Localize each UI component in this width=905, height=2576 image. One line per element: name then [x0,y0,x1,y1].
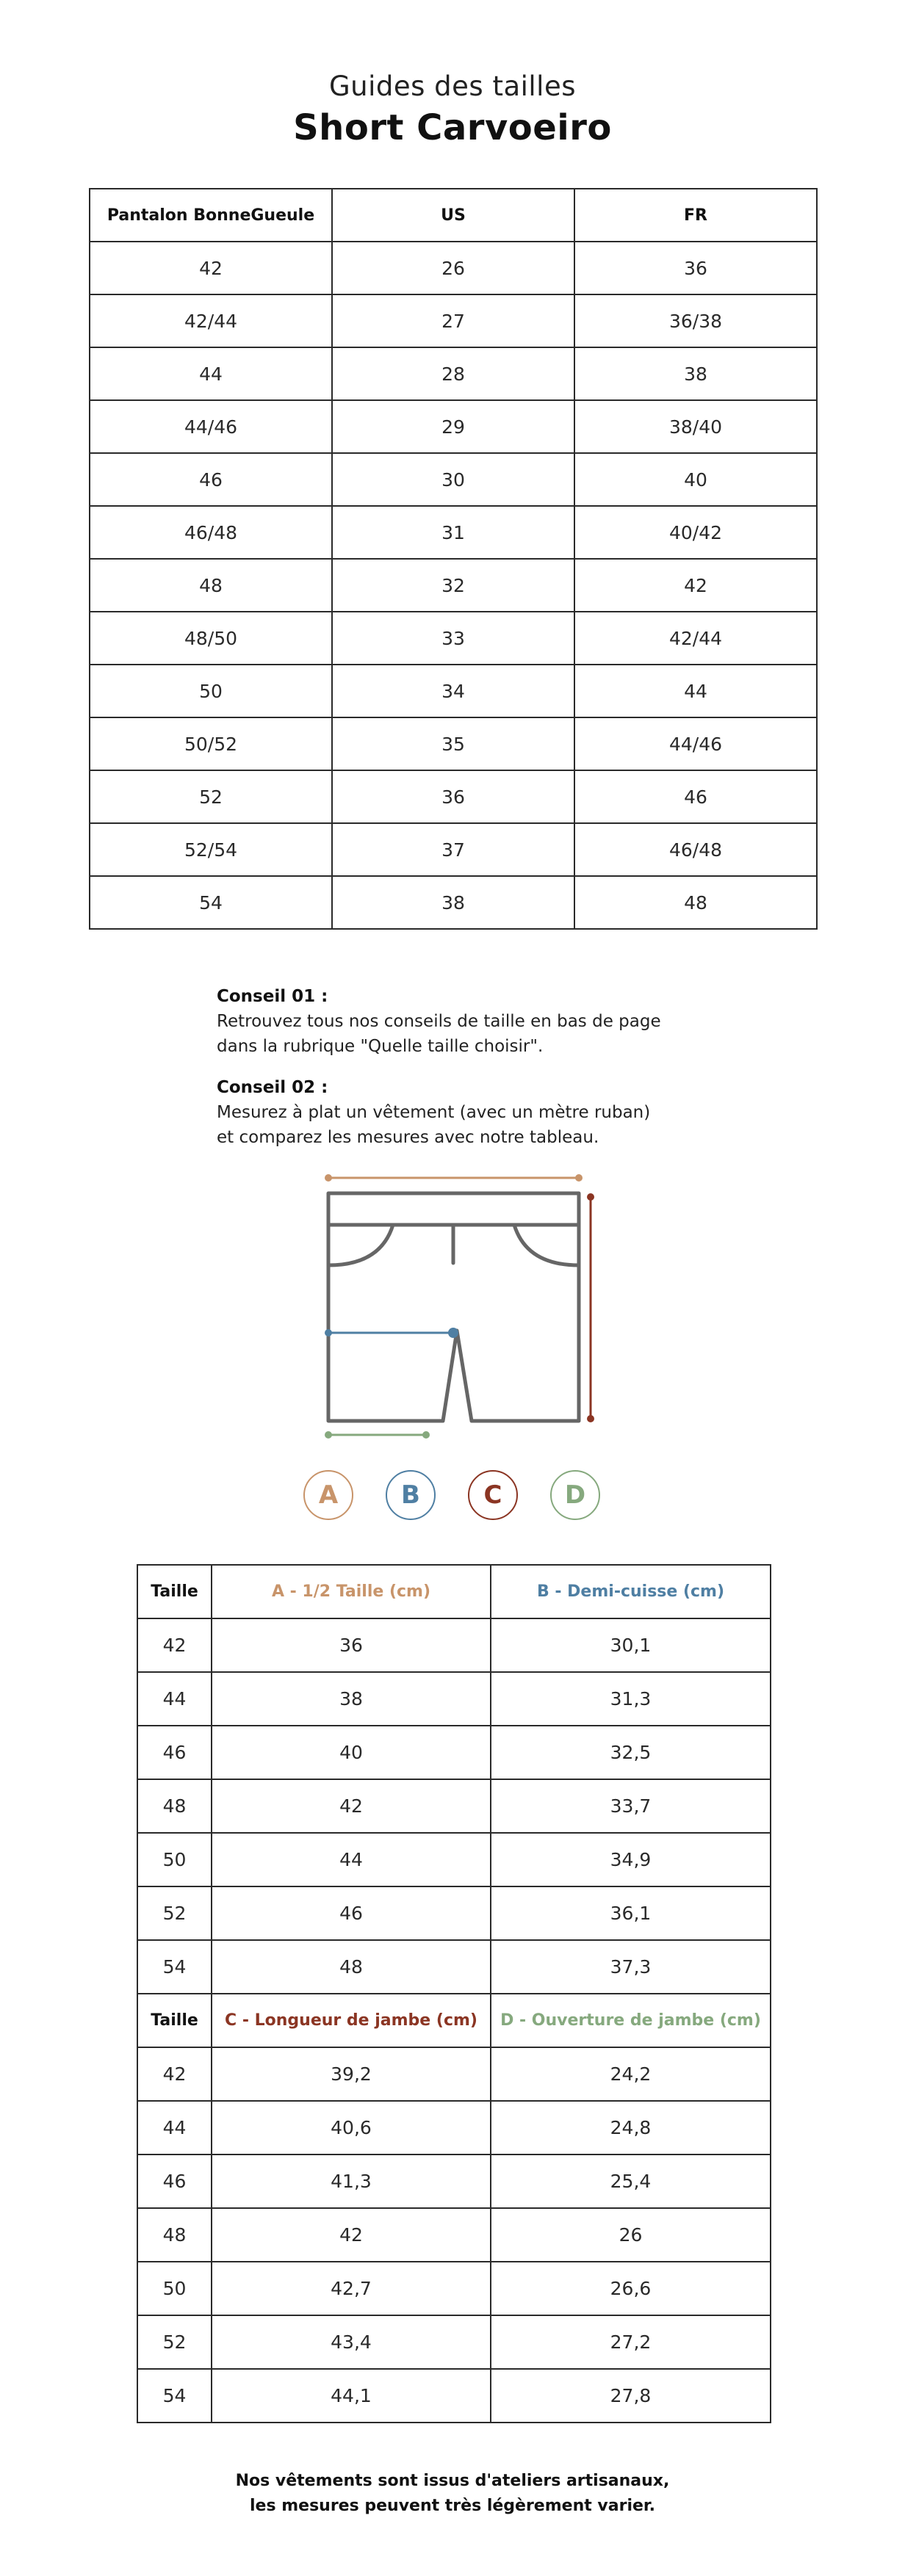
table-row [90,294,817,347]
measurements-table [137,1564,771,2423]
table-cell: 34,9 [491,1833,771,1886]
table-cell: 25,4 [491,2154,771,2208]
table-row [90,506,817,559]
size-conversion-table [89,188,818,930]
table-header-row [137,1565,771,1618]
table-header-row [137,1994,771,2047]
table-row [137,2101,771,2154]
table-cell: 33 [332,612,574,665]
table-cell: 42 [212,1779,491,1833]
size-tips [217,984,731,1166]
table-row [90,770,817,823]
table-cell: 42,7 [212,2262,491,2315]
table-row [137,2369,771,2423]
table-cell: 44/46 [574,717,817,770]
header-cell-size: Taille [137,1994,212,2047]
tip-2 [217,1075,731,1150]
measure-line-a [325,1174,583,1182]
table-cell: 32,5 [491,1726,771,1779]
table-cell: 44 [137,2101,212,2154]
table-cell: 39,2 [212,2047,491,2101]
table-cell: 36 [332,770,574,823]
table-cell: 37 [332,823,574,876]
table-cell: 36/38 [574,294,817,347]
footer-line: Nos vêtements sont issus d'ateliers artisanaux, [235,2472,670,2490]
table-cell: 46 [574,770,817,823]
table-cell: 26,6 [491,2262,771,2315]
legend-letter-b: B [386,1470,436,1520]
table-cell: 40 [574,453,817,506]
table-cell: 44 [574,665,817,717]
tip-text: Retrouvez tous nos conseils de taille en bas de page [217,1012,661,1031]
table-row [137,2047,771,2101]
table-cell: 46 [90,453,332,506]
table-cell: 36,1 [491,1886,771,1940]
table-cell: 27,8 [491,2369,771,2423]
table-row [90,823,817,876]
table-cell: 38 [332,876,574,929]
tip-1 [217,984,731,1059]
table-cell: 54 [90,876,332,929]
table-cell: 41,3 [212,2154,491,2208]
page-title: Short Carvoeiro [293,107,612,148]
table-cell: 46/48 [90,506,332,559]
legend-letter-c: C [468,1470,518,1520]
table-cell: 42 [574,559,817,612]
table-cell: 30,1 [491,1618,771,1672]
table-cell: 50 [90,665,332,717]
tip-text: Mesurez à plat un vêtement (avec un mètre ruban) [217,1103,651,1122]
table-cell: 24,2 [491,2047,771,2101]
table-cell: 50 [137,1833,212,1886]
header-cell-size: Taille [137,1565,212,1618]
table-row [137,1886,771,1940]
table-cell: 42 [137,2047,212,2101]
shorts-measurement-diagram [279,1168,624,1461]
table-cell: 52 [137,2315,212,2369]
table-cell: 38/40 [574,400,817,453]
header-cell-c: C - Longueur de jambe (cm) [212,1994,491,2047]
table-cell: 48/50 [90,612,332,665]
table-row [137,2208,771,2262]
table-cell: 24,8 [491,2101,771,2154]
table-cell: 28 [332,347,574,400]
table-cell: 54 [137,2369,212,2423]
table-cell: 30 [332,453,574,506]
table-cell: 40/42 [574,506,817,559]
header-cell: Pantalon BonneGueule [90,189,332,242]
table-cell: 27,2 [491,2315,771,2369]
table-cell: 44 [212,1833,491,1886]
table-row [137,1940,771,1994]
table-cell: 44,1 [212,2369,491,2423]
table-cell: 42 [212,2208,491,2262]
table-row [137,1618,771,1672]
table-cell: 52 [137,1886,212,1940]
table-row [90,400,817,453]
measure-line-d [325,1431,430,1439]
table-cell: 27 [332,294,574,347]
table-row [137,1779,771,1833]
shorts-outline [328,1193,579,1421]
table-cell: 46 [212,1886,491,1940]
legend-letter-d: D [550,1470,600,1520]
table-cell: 42/44 [574,612,817,665]
table-cell: 48 [90,559,332,612]
table-cell: 54 [137,1940,212,1994]
table-cell: 48 [574,876,817,929]
table-cell: 46 [137,1726,212,1779]
table-cell: 46 [137,2154,212,2208]
table-row [90,242,817,294]
table-row [137,1672,771,1726]
measure-line-b [325,1328,458,1338]
table-cell: 43,4 [212,2315,491,2369]
table-row [90,559,817,612]
table-cell: 42 [90,242,332,294]
table-row [137,2315,771,2369]
table-cell: 33,7 [491,1779,771,1833]
table-cell: 26 [491,2208,771,2262]
header-cell-d: D - Ouverture de jambe (cm) [491,1994,771,2047]
table-row [137,2154,771,2208]
table-cell: 48 [137,1779,212,1833]
table-row [90,717,817,770]
table-cell: 46/48 [574,823,817,876]
table-cell: 52/54 [90,823,332,876]
tip-title: Conseil 02 : [217,1078,328,1097]
legend-letter-a: A [303,1470,353,1520]
table-header-row [90,189,817,242]
table-cell: 48 [137,2208,212,2262]
header-cell: FR [574,189,817,242]
table-cell: 40,6 [212,2101,491,2154]
table-cell: 50/52 [90,717,332,770]
table-cell: 38 [574,347,817,400]
table-cell: 48 [212,1940,491,1994]
header-cell-b: B - Demi-cuisse (cm) [491,1565,771,1618]
table-row [90,876,817,929]
table-cell: 32 [332,559,574,612]
table-row [137,2262,771,2315]
tip-text: dans la rubrique "Quelle taille choisir". [217,1037,544,1056]
footer-line: les mesures peuvent très légèrement varier. [250,2497,655,2515]
table-cell: 35 [332,717,574,770]
table-cell: 42 [137,1618,212,1672]
table-cell: 34 [332,665,574,717]
measure-line-c [587,1193,594,1422]
table-cell: 42/44 [90,294,332,347]
table-cell: 44/46 [90,400,332,453]
table-row [90,453,817,506]
header-cell-a: A - 1/2 Taille (cm) [212,1565,491,1618]
table-cell: 40 [212,1726,491,1779]
table-row [137,1726,771,1779]
table-cell: 52 [90,770,332,823]
table-row [137,1833,771,1886]
table-cell: 31,3 [491,1672,771,1726]
footer-note [0,2469,905,2519]
tip-title: Conseil 01 : [217,987,328,1006]
table-cell: 37,3 [491,1940,771,1994]
table-cell: 50 [137,2262,212,2315]
table-cell: 29 [332,400,574,453]
table-cell: 44 [90,347,332,400]
table-row [90,347,817,400]
table-cell: 44 [137,1672,212,1726]
table-cell: 36 [574,242,817,294]
page-subtitle: Guides des tailles [328,70,577,102]
table-cell: 36 [212,1618,491,1672]
table-cell: 26 [332,242,574,294]
tip-text: et comparez les mesures avec notre tableau. [217,1128,599,1147]
header-cell: US [332,189,574,242]
table-cell: 38 [212,1672,491,1726]
table-cell: 31 [332,506,574,559]
table-row [90,612,817,665]
table-row [90,665,817,717]
